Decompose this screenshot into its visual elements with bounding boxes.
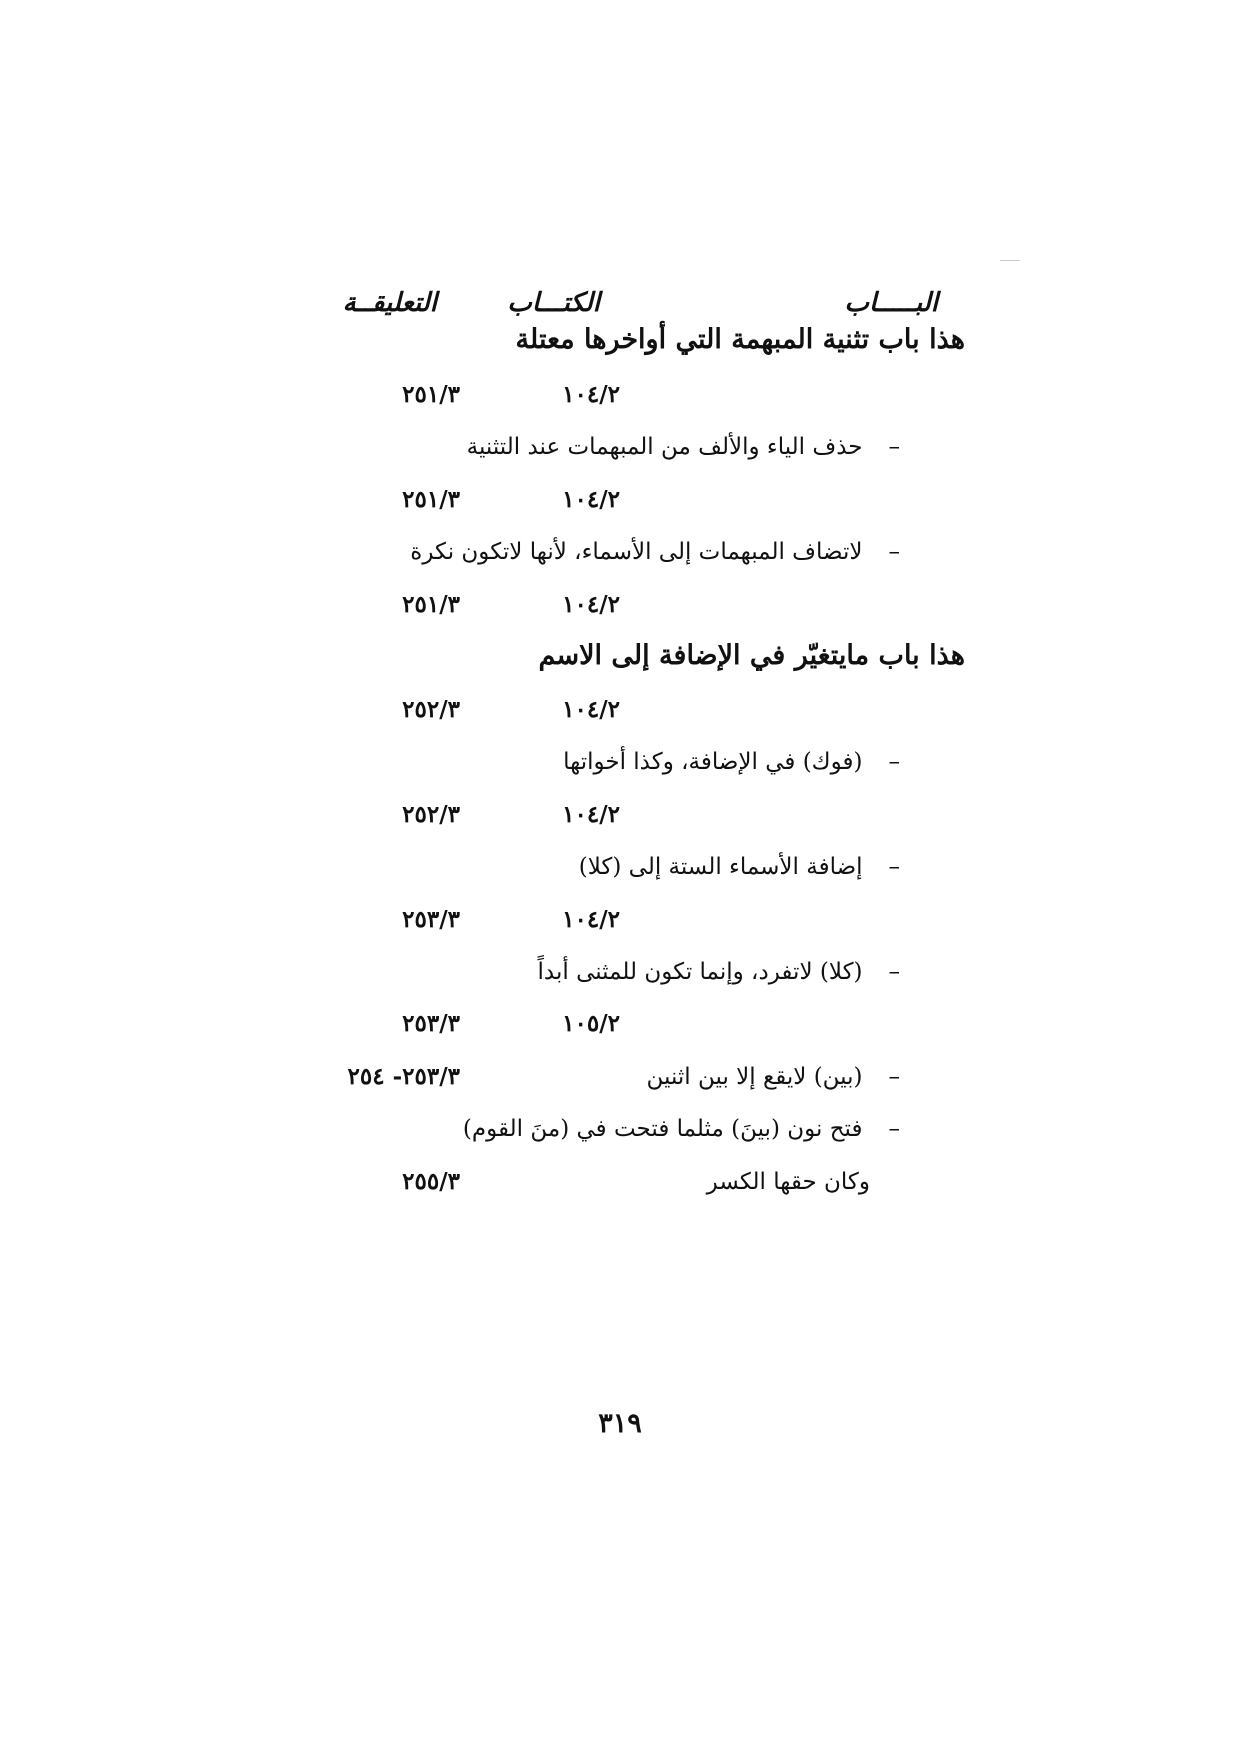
entry-label: فتح نون (بينَ) مثلما فتحت في (منَ القوم) xyxy=(462,1116,863,1142)
entry-dash: – xyxy=(888,1116,900,1142)
taliqa-reference: ٢٥٣/٣- ٢٥٤ xyxy=(347,1063,460,1090)
taliqa-reference: ٢٥٢/٣ xyxy=(402,696,460,723)
section-title: هذا باب تثنية المبهمة التي أواخرها معتلة xyxy=(515,324,965,355)
entry-label: إضافة الأسماء الستة إلى (كلا) xyxy=(578,854,863,880)
kitab-reference: ١٠٤/٢ xyxy=(562,801,620,828)
entry-dash: – xyxy=(888,539,900,565)
index-row xyxy=(0,950,1240,994)
kitab-reference: ١٠٤/٢ xyxy=(562,591,620,618)
taliqa-reference: ٢٥١/٣ xyxy=(402,381,460,408)
index-row xyxy=(0,1107,1240,1151)
entry-dash: – xyxy=(888,854,900,880)
entry-text xyxy=(647,1055,900,1099)
entry-label: (كلا) لاتفرد، وإنما تكون للمثنى أبداً xyxy=(537,959,863,985)
index-row xyxy=(0,373,1240,417)
entry-continuation: وكان حقها الكسر xyxy=(706,1169,870,1195)
taliqa-reference: ٢٥٣/٣ xyxy=(402,906,460,933)
kitab-reference: ١٠٤/٢ xyxy=(562,696,620,723)
entry-label: (بين) لايقع إلا بين اثنين xyxy=(646,1064,863,1090)
scan-mark xyxy=(1000,260,1020,261)
index-row xyxy=(0,478,1240,522)
kitab-reference: ١٠٤/٢ xyxy=(562,486,620,513)
entry-dash: – xyxy=(888,434,900,460)
index-row xyxy=(0,1160,1240,1204)
kitab-reference: ١٠٤/٢ xyxy=(562,381,620,408)
kitab-reference: ١٠٥/٢ xyxy=(562,1010,620,1037)
taliqa-reference: ٢٥٥/٣ xyxy=(402,1168,460,1195)
entry-text xyxy=(463,1107,900,1151)
header-bab: البـــــاب xyxy=(844,288,938,318)
taliqa-reference: ٢٥٢/٣ xyxy=(402,801,460,828)
index-row xyxy=(0,318,1240,362)
index-row xyxy=(0,688,1240,732)
entry-text xyxy=(563,740,900,784)
entry-text xyxy=(579,845,900,889)
section-title: هذا باب مايتغيّر في الإضافة إلى الاسم xyxy=(538,640,965,671)
entry-label: لاتضاف المبهمات إلى الأسماء، لأنها لاتكون نكرة xyxy=(410,539,863,565)
entry-dash: – xyxy=(888,1064,900,1090)
taliqa-reference: ٢٥١/٣ xyxy=(402,486,460,513)
entry-text xyxy=(538,950,901,994)
index-row xyxy=(0,634,1240,678)
entry-dash: – xyxy=(888,959,900,985)
index-row xyxy=(0,425,1240,469)
index-row xyxy=(0,898,1240,942)
index-row xyxy=(0,1055,1240,1099)
index-row xyxy=(0,845,1240,889)
page-number: ٣١٩ xyxy=(598,1408,642,1439)
index-row xyxy=(0,530,1240,574)
index-row xyxy=(0,740,1240,784)
header-kitab: الكتـــاب xyxy=(507,288,600,318)
entry-label: حذف الياء والألف من المبهمات عند التثنية xyxy=(466,434,863,460)
index-row xyxy=(0,583,1240,627)
index-row xyxy=(0,793,1240,837)
taliqa-reference: ٢٥٣/٣ xyxy=(402,1010,460,1037)
entry-text xyxy=(467,425,900,469)
kitab-reference: ١٠٤/٢ xyxy=(562,906,620,933)
entry-label: (فوك) في الإضافة، وكذا أخواتها xyxy=(563,749,863,775)
entry-text xyxy=(410,530,900,574)
index-row xyxy=(0,1002,1240,1046)
header-taliqa: التعليقــة xyxy=(342,288,437,318)
entry-dash: – xyxy=(888,749,900,775)
taliqa-reference: ٢٥١/٣ xyxy=(402,591,460,618)
